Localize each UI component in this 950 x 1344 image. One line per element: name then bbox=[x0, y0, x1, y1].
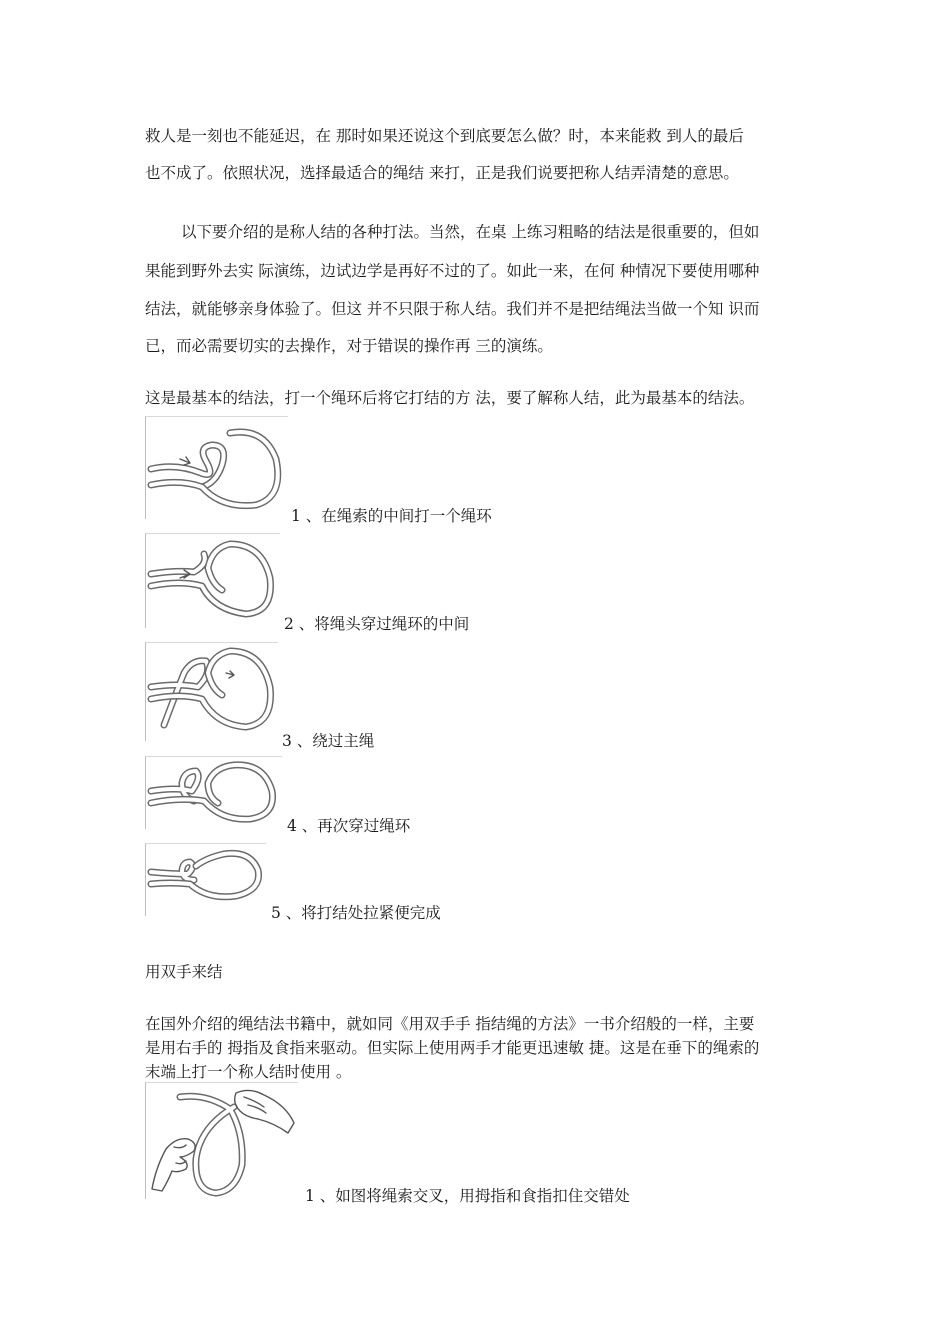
step-5-caption: 5 、将打结处拉紧便完成 bbox=[271, 904, 441, 922]
paragraph-2-line-4: 已，而必需要切实的去操作，对于错误的操作再 三的演练。 bbox=[145, 337, 553, 355]
paragraph-1-line-2: 也不成了。依照状况，选择最适合的绳结 来打，正是我们说要把称人结弄清楚的意思。 bbox=[145, 164, 739, 182]
section-2-heading: 用双手来结 bbox=[145, 963, 223, 981]
step-3-caption: 3 、绕过主绳 bbox=[282, 732, 375, 750]
paragraph-3-line-1: 这是最基本的结法，打一个绳环后将它打结的方 法，要了解称人结，此为最基本的结法。 bbox=[145, 389, 755, 407]
section-2-line-2: 是用右手的 拇指及食指来驱动。但实际上使用两手才能更迅速敏 捷。这是在垂下的绳索的 bbox=[145, 1039, 760, 1057]
paragraph-2-line-3: 结法，就能够亲身体验了。但这 并不只限于称人结。我们并不是把结绳法当做一个知 识而 bbox=[145, 300, 760, 318]
two-hands-rope-figure bbox=[145, 1082, 298, 1199]
paragraph-2-line-1: 以下要介绍的是称人结的各种打法。当然，在桌 上练习粗略的结法是很重要的，但如 bbox=[181, 223, 760, 241]
rope-wrap-figure bbox=[145, 642, 278, 741]
paragraph-1-line-1: 救人是一刻也不能延迟，在 那时如果还说这个到底要怎么做？时，本来能救 到人的最后 bbox=[145, 127, 744, 145]
paragraph-2-line-2: 果能到野外去实 际演练，边试边学是再好不过的了。如此一来，在何 种情况下要使用哪种 bbox=[145, 262, 760, 280]
step-1-caption: 1 、在绳索的中间打一个绳环 bbox=[291, 507, 492, 525]
step-2-caption: 2 、将绳头穿过绳环的中间 bbox=[284, 615, 470, 633]
rope-loop-figure bbox=[145, 416, 288, 519]
rope-tuck-figure bbox=[145, 533, 280, 628]
section-2-step-1-caption: 1 、如图将绳索交叉，用拇指和食指扣住交错处 bbox=[305, 1187, 630, 1205]
rope-tightened-figure bbox=[145, 843, 266, 916]
section-2-line-3: 末端上打一个称人结时使用 。 bbox=[145, 1063, 352, 1081]
section-2-line-1: 在国外介绍的绳结法书籍中，就如同《用双手手 指结绳的方法》一书介绍般的一样，主要 bbox=[145, 1015, 755, 1033]
rope-retuck-figure bbox=[145, 756, 282, 829]
step-4-caption: 4 、再次穿过绳环 bbox=[287, 817, 411, 835]
